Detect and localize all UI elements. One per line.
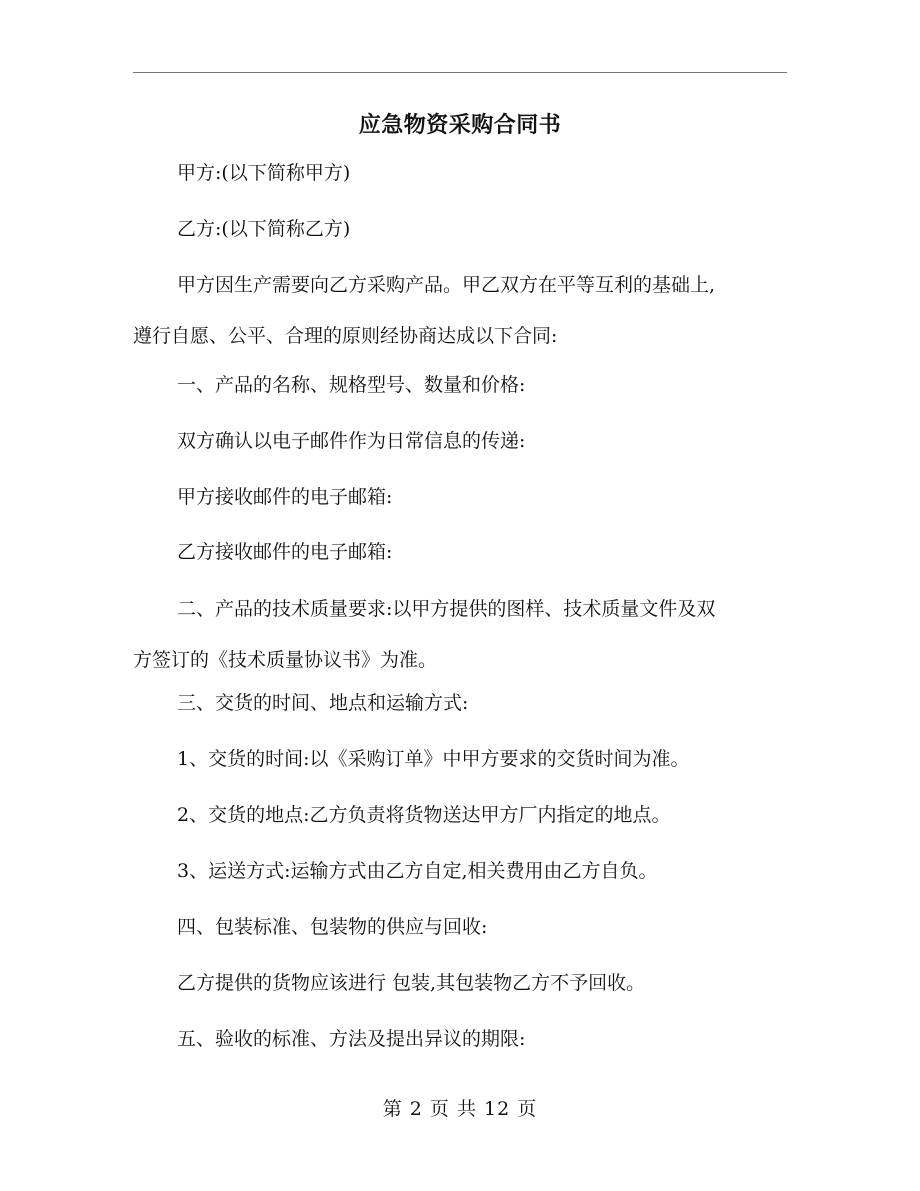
paragraph-email-a — [133, 484, 793, 510]
text-line: 甲方因生产需要向乙方采购产品。甲乙双方在平等互利的基础上, — [177, 274, 716, 296]
text-line: 双方确认以电子邮件作为日常信息的传递: — [177, 430, 526, 452]
paragraph-section-3 — [133, 690, 793, 716]
text-line: 乙方接收邮件的电子邮箱: — [177, 541, 393, 563]
paragraph-email-confirm — [133, 428, 793, 454]
paragraph-section-2 — [133, 596, 793, 673]
text-line: 遵行自愿、公平、合理的原则经协商达成以下合同: — [133, 325, 558, 347]
paragraph-party-a — [133, 160, 793, 186]
text-line: 乙方:(以下简称乙方) — [177, 218, 351, 240]
paragraph-section-1 — [133, 372, 793, 398]
text-line: 3、运送方式:运输方式由乙方自定,相关费用由乙方自负。 — [177, 860, 658, 882]
paragraph-delivery-place — [133, 802, 793, 828]
text-line: 方签订的《技术质量协议书》为准。 — [133, 649, 438, 671]
text-line: 乙方提供的货物应该进行 包装,其包装物乙方不予回收。 — [177, 972, 646, 994]
paragraph-packaging — [133, 970, 793, 996]
text-line: 甲方:(以下简称甲方) — [177, 162, 351, 184]
document-title: 应急物资采购合同书 — [358, 112, 562, 138]
paragraph-delivery-time — [133, 746, 793, 772]
paragraph-preamble — [133, 272, 793, 349]
text-line: 一、产品的名称、规格型号、数量和价格: — [177, 374, 526, 396]
text-line: 三、交货的时间、地点和运输方式: — [177, 692, 469, 714]
text-line: 五、验收的标准、方法及提出异议的期限: — [177, 1028, 526, 1050]
header-rule — [133, 72, 787, 73]
paragraph-section-5 — [133, 1026, 793, 1052]
page-number-footer: 第 2 页 共 12 页 — [382, 1098, 538, 1120]
text-line: 四、包装标准、包装物的供应与回收: — [177, 916, 488, 938]
paragraph-delivery-method — [133, 858, 793, 884]
paragraph-email-b — [133, 539, 793, 565]
text-line: 1、交货的时间:以《采购订单》中甲方要求的交货时间为准。 — [177, 748, 690, 770]
paragraph-party-b — [133, 216, 793, 242]
paragraph-section-4 — [133, 914, 793, 940]
text-line: 2、交货的地点:乙方负责将货物送达甲方厂内指定的地点。 — [177, 804, 671, 826]
text-line: 甲方接收邮件的电子邮箱: — [177, 486, 393, 508]
text-line: 二、产品的技术质量要求:以甲方提供的图样、技术质量文件及双 — [177, 598, 716, 620]
